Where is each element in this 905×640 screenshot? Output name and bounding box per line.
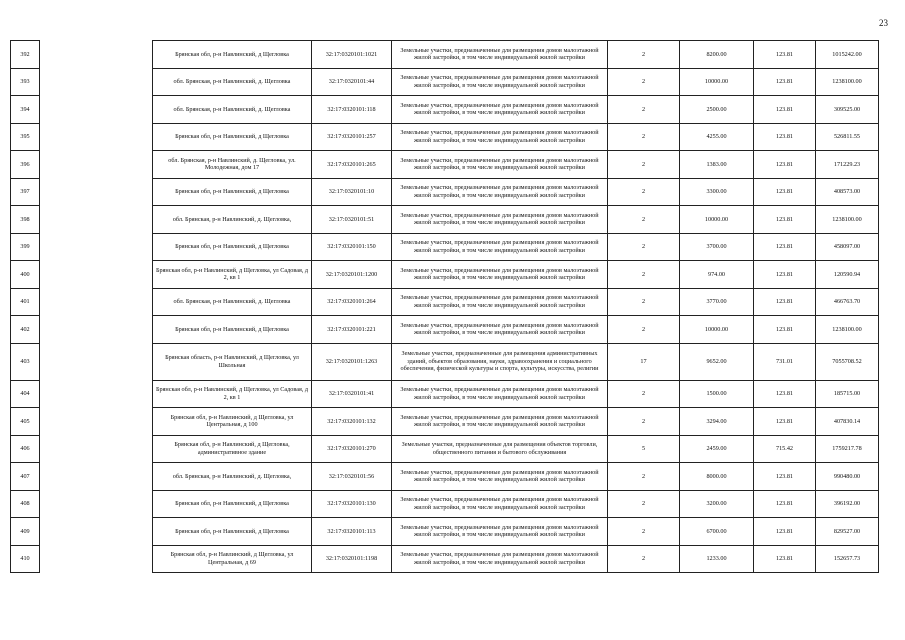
- land-use-cell: Земельные участки, предназначенные для размещения объектов торговли, общественного питания и бытового обслуживания: [392, 435, 608, 463]
- address-cell: Брянская обл, р-н Навлинский, д Щегловка, административное здание: [153, 435, 312, 463]
- land-use-cell: Земельные участки, предназначенные для размещения административных зданий, объектов образования, науки, здравоохранения и социального обеспечения, физической культуры и спорта, культуры, искусства, религии: [392, 343, 608, 380]
- price-cell: 123.81: [754, 380, 816, 408]
- land-use-cell: Земельные участки, предназначенные для размещения домов малоэтажной жилой застройки, в том числе индивидуальной жилой застройки: [392, 316, 608, 344]
- address-cell: Брянская область, р-н Навлинский, д Щегловка, ул Школьная: [153, 343, 312, 380]
- row-number: 404: [11, 380, 40, 408]
- cadastral-number-cell: 32:17:0320101:113: [312, 518, 392, 546]
- land-plots-table: [10, 40, 879, 573]
- land-use-cell: Земельные участки, предназначенные для размещения домов малоэтажной жилой застройки, в том числе индивидуальной жилой застройки: [392, 178, 608, 206]
- land-use-cell: Земельные участки, предназначенные для размещения домов малоэтажной жилой застройки, в том числе индивидуальной жилой застройки: [392, 233, 608, 261]
- row-number: 402: [11, 316, 40, 344]
- price-cell: 123.81: [754, 545, 816, 573]
- cadastral-number-cell: 32:17:0320101:1021: [312, 41, 392, 69]
- price-cell: 123.81: [754, 178, 816, 206]
- cadastral-number-cell: 32:17:0320101:1263: [312, 343, 392, 380]
- table-body: [11, 41, 879, 573]
- group-number-cell: 2: [608, 206, 680, 234]
- address-cell: обл. Брянская, р-н Навлинский, д. Щегловка: [153, 288, 312, 316]
- blank-cell: [40, 408, 153, 436]
- cadastral-value-cell: 1238100.00: [816, 68, 879, 96]
- price-cell: 123.81: [754, 233, 816, 261]
- row-number: 393: [11, 68, 40, 96]
- table-row: [11, 96, 879, 124]
- cadastral-value-cell: 466763.70: [816, 288, 879, 316]
- price-cell: 123.81: [754, 408, 816, 436]
- blank-cell: [40, 435, 153, 463]
- price-cell: 123.81: [754, 151, 816, 179]
- table-row: [11, 380, 879, 408]
- group-number-cell: 2: [608, 380, 680, 408]
- cadastral-number-cell: 32:17:0320101:44: [312, 68, 392, 96]
- blank-cell: [40, 261, 153, 289]
- land-use-cell: Земельные участки, предназначенные для размещения домов малоэтажной жилой застройки, в том числе индивидуальной жилой застройки: [392, 206, 608, 234]
- table-row: [11, 206, 879, 234]
- table-row: [11, 68, 879, 96]
- table-row: [11, 178, 879, 206]
- land-use-cell: Земельные участки, предназначенные для размещения домов малоэтажной жилой застройки, в том числе индивидуальной жилой застройки: [392, 545, 608, 573]
- cadastral-number-cell: 32:17:0320101:221: [312, 316, 392, 344]
- cadastral-number-cell: 32:17:0320101:41: [312, 380, 392, 408]
- blank-cell: [40, 123, 153, 151]
- group-number-cell: 2: [608, 463, 680, 491]
- area-cell: 10000.00: [680, 316, 754, 344]
- row-number: 400: [11, 261, 40, 289]
- cadastral-value-cell: 408573.00: [816, 178, 879, 206]
- address-cell: Брянская обл, р-н Навлинский, д Щегловка, ул Садовая, д 2, кв 1: [153, 380, 312, 408]
- land-use-cell: Земельные участки, предназначенные для размещения домов малоэтажной жилой застройки, в том числе индивидуальной жилой застройки: [392, 151, 608, 179]
- area-cell: 9652.00: [680, 343, 754, 380]
- cadastral-value-cell: 1238100.00: [816, 206, 879, 234]
- row-number: 392: [11, 41, 40, 69]
- group-number-cell: 2: [608, 96, 680, 124]
- cadastral-number-cell: 32:17:0320101:56: [312, 463, 392, 491]
- group-number-cell: 2: [608, 408, 680, 436]
- group-number-cell: 2: [608, 178, 680, 206]
- area-cell: 1233.00: [680, 545, 754, 573]
- land-use-cell: Земельные участки, предназначенные для размещения домов малоэтажной жилой застройки, в том числе индивидуальной жилой застройки: [392, 490, 608, 518]
- blank-cell: [40, 178, 153, 206]
- area-cell: 1383.00: [680, 151, 754, 179]
- area-cell: 4255.00: [680, 123, 754, 151]
- table-row: [11, 545, 879, 573]
- price-cell: 123.81: [754, 206, 816, 234]
- blank-cell: [40, 288, 153, 316]
- land-use-cell: Земельные участки, предназначенные для размещения домов малоэтажной жилой застройки, в том числе индивидуальной жилой застройки: [392, 68, 608, 96]
- group-number-cell: 2: [608, 123, 680, 151]
- price-cell: 123.81: [754, 68, 816, 96]
- row-number: 399: [11, 233, 40, 261]
- area-cell: 8000.00: [680, 463, 754, 491]
- page-number: 23: [879, 18, 888, 28]
- blank-cell: [40, 343, 153, 380]
- table-row: [11, 288, 879, 316]
- cadastral-value-cell: 171229.23: [816, 151, 879, 179]
- row-number: 401: [11, 288, 40, 316]
- cadastral-number-cell: 32:17:0320101:150: [312, 233, 392, 261]
- area-cell: 2500.00: [680, 96, 754, 124]
- price-cell: 123.81: [754, 123, 816, 151]
- group-number-cell: 2: [608, 261, 680, 289]
- price-cell: 123.81: [754, 463, 816, 491]
- table-row: [11, 261, 879, 289]
- cadastral-number-cell: 32:17:0320101:265: [312, 151, 392, 179]
- land-use-cell: Земельные участки, предназначенные для размещения домов малоэтажной жилой застройки, в том числе индивидуальной жилой застройки: [392, 380, 608, 408]
- price-cell: 123.81: [754, 41, 816, 69]
- price-cell: 123.81: [754, 518, 816, 546]
- cadastral-value-cell: 990480.00: [816, 463, 879, 491]
- row-number: 406: [11, 435, 40, 463]
- cadastral-number-cell: 32:17:0320101:51: [312, 206, 392, 234]
- table-row: [11, 151, 879, 179]
- area-cell: 3300.00: [680, 178, 754, 206]
- row-number: 407: [11, 463, 40, 491]
- cadastral-value-cell: 152657.73: [816, 545, 879, 573]
- land-use-cell: Земельные участки, предназначенные для размещения домов малоэтажной жилой застройки, в том числе индивидуальной жилой застройки: [392, 123, 608, 151]
- area-cell: 3700.00: [680, 233, 754, 261]
- address-cell: Брянская обл, р-н Навлинский, д Щегловка: [153, 518, 312, 546]
- cadastral-value-cell: 7055708.52: [816, 343, 879, 380]
- table-row: [11, 233, 879, 261]
- cadastral-number-cell: 32:17:0320101:10: [312, 178, 392, 206]
- table-row: [11, 123, 879, 151]
- land-use-cell: Земельные участки, предназначенные для размещения домов малоэтажной жилой застройки, в том числе индивидуальной жилой застройки: [392, 518, 608, 546]
- cadastral-number-cell: 32:17:0320101:1200: [312, 261, 392, 289]
- area-cell: 3770.00: [680, 288, 754, 316]
- cadastral-value-cell: 1238100.00: [816, 316, 879, 344]
- blank-cell: [40, 206, 153, 234]
- cadastral-number-cell: 32:17:0320101:270: [312, 435, 392, 463]
- price-cell: 123.81: [754, 490, 816, 518]
- area-cell: 3200.00: [680, 490, 754, 518]
- address-cell: обл. Брянская, р-н Навлинский, д. Щегловка: [153, 68, 312, 96]
- land-use-cell: Земельные участки, предназначенные для размещения домов малоэтажной жилой застройки, в том числе индивидуальной жилой застройки: [392, 261, 608, 289]
- blank-cell: [40, 380, 153, 408]
- row-number: 397: [11, 178, 40, 206]
- table-row: [11, 41, 879, 69]
- cadastral-value-cell: 829527.00: [816, 518, 879, 546]
- address-cell: Брянская обл, р-н Навлинский, д Щегловка: [153, 178, 312, 206]
- table-row: [11, 490, 879, 518]
- address-cell: обл. Брянская, р-н Навлинский, д. Щегловка,: [153, 463, 312, 491]
- row-number: 410: [11, 545, 40, 573]
- row-number: 408: [11, 490, 40, 518]
- price-cell: 123.81: [754, 288, 816, 316]
- price-cell: 123.81: [754, 96, 816, 124]
- cadastral-value-cell: 396192.00: [816, 490, 879, 518]
- blank-cell: [40, 96, 153, 124]
- address-cell: обл. Брянская, р-н Навлинский, д. Щегловка: [153, 96, 312, 124]
- group-number-cell: 2: [608, 151, 680, 179]
- cadastral-number-cell: 32:17:0320101:264: [312, 288, 392, 316]
- blank-cell: [40, 545, 153, 573]
- area-cell: 1500.00: [680, 380, 754, 408]
- price-cell: 731.01: [754, 343, 816, 380]
- blank-cell: [40, 518, 153, 546]
- group-number-cell: 17: [608, 343, 680, 380]
- row-number: 396: [11, 151, 40, 179]
- price-cell: 123.81: [754, 316, 816, 344]
- address-cell: обл. Брянская, р-н Навлинский, д. Щегловка,: [153, 206, 312, 234]
- row-number: 394: [11, 96, 40, 124]
- area-cell: 8200.00: [680, 41, 754, 69]
- table-row: [11, 316, 879, 344]
- address-cell: Брянская обл, р-н Навлинский, д Щегловка, ул Центральная, д 100: [153, 408, 312, 436]
- table-row: [11, 408, 879, 436]
- land-use-cell: Земельные участки, предназначенные для размещения домов малоэтажной жилой застройки, в том числе индивидуальной жилой застройки: [392, 41, 608, 69]
- table-row: [11, 463, 879, 491]
- blank-cell: [40, 151, 153, 179]
- cadastral-value-cell: 185715.00: [816, 380, 879, 408]
- cadastral-value-cell: 120590.94: [816, 261, 879, 289]
- group-number-cell: 2: [608, 41, 680, 69]
- price-cell: 715.42: [754, 435, 816, 463]
- group-number-cell: 5: [608, 435, 680, 463]
- group-number-cell: 2: [608, 490, 680, 518]
- cadastral-number-cell: 32:17:0320101:118: [312, 96, 392, 124]
- cadastral-value-cell: 526811.55: [816, 123, 879, 151]
- table-row: [11, 435, 879, 463]
- area-cell: 6700.00: [680, 518, 754, 546]
- row-number: 395: [11, 123, 40, 151]
- land-use-cell: Земельные участки, предназначенные для размещения домов малоэтажной жилой застройки, в том числе индивидуальной жилой застройки: [392, 463, 608, 491]
- area-cell: 10000.00: [680, 68, 754, 96]
- area-cell: 2459.00: [680, 435, 754, 463]
- row-number: 398: [11, 206, 40, 234]
- blank-cell: [40, 463, 153, 491]
- address-cell: Брянская обл, р-н Навлинский, д Щегловка: [153, 123, 312, 151]
- address-cell: Брянская обл, р-н Навлинский, д Щегловка: [153, 490, 312, 518]
- cadastral-value-cell: 1759217.78: [816, 435, 879, 463]
- cadastral-value-cell: 458097.00: [816, 233, 879, 261]
- area-cell: 10000.00: [680, 206, 754, 234]
- table-row: [11, 518, 879, 546]
- cadastral-number-cell: 32:17:0320101:1198: [312, 545, 392, 573]
- land-use-cell: Земельные участки, предназначенные для размещения домов малоэтажной жилой застройки, в том числе индивидуальной жилой застройки: [392, 96, 608, 124]
- cadastral-number-cell: 32:17:0320101:132: [312, 408, 392, 436]
- address-cell: Брянская обл, р-н Навлинский, д Щегловка: [153, 41, 312, 69]
- group-number-cell: 2: [608, 68, 680, 96]
- blank-cell: [40, 233, 153, 261]
- price-cell: 123.81: [754, 261, 816, 289]
- cadastral-value-cell: 1015242.00: [816, 41, 879, 69]
- cadastral-value-cell: 309525.00: [816, 96, 879, 124]
- table-row: [11, 343, 879, 380]
- address-cell: обл. Брянская, р-н Навлинский, д. Щегловка, ул. Молодежная, дом 17: [153, 151, 312, 179]
- group-number-cell: 2: [608, 316, 680, 344]
- address-cell: Брянская обл, р-н Навлинский, д Щегловка: [153, 233, 312, 261]
- address-cell: Брянская обл, р-н Навлинский, д Щегловка, ул Центральная, д 69: [153, 545, 312, 573]
- land-use-cell: Земельные участки, предназначенные для размещения домов малоэтажной жилой застройки, в том числе индивидуальной жилой застройки: [392, 408, 608, 436]
- blank-cell: [40, 316, 153, 344]
- blank-cell: [40, 68, 153, 96]
- group-number-cell: 2: [608, 233, 680, 261]
- cadastral-number-cell: 32:17:0320101:257: [312, 123, 392, 151]
- address-cell: Брянская обл, р-н Навлинский, д Щегловка: [153, 316, 312, 344]
- cadastral-number-cell: 32:17:0320101:130: [312, 490, 392, 518]
- group-number-cell: 2: [608, 518, 680, 546]
- group-number-cell: 2: [608, 545, 680, 573]
- blank-cell: [40, 490, 153, 518]
- address-cell: Брянская обл, р-н Навлинский, д Щегловка, ул Садовая, д 2, кв 1: [153, 261, 312, 289]
- row-number: 405: [11, 408, 40, 436]
- cadastral-value-cell: 407830.14: [816, 408, 879, 436]
- land-use-cell: Земельные участки, предназначенные для размещения домов малоэтажной жилой застройки, в том числе индивидуальной жилой застройки: [392, 288, 608, 316]
- row-number: 403: [11, 343, 40, 380]
- area-cell: 974.00: [680, 261, 754, 289]
- group-number-cell: 2: [608, 288, 680, 316]
- blank-cell: [40, 41, 153, 69]
- area-cell: 3294.00: [680, 408, 754, 436]
- row-number: 409: [11, 518, 40, 546]
